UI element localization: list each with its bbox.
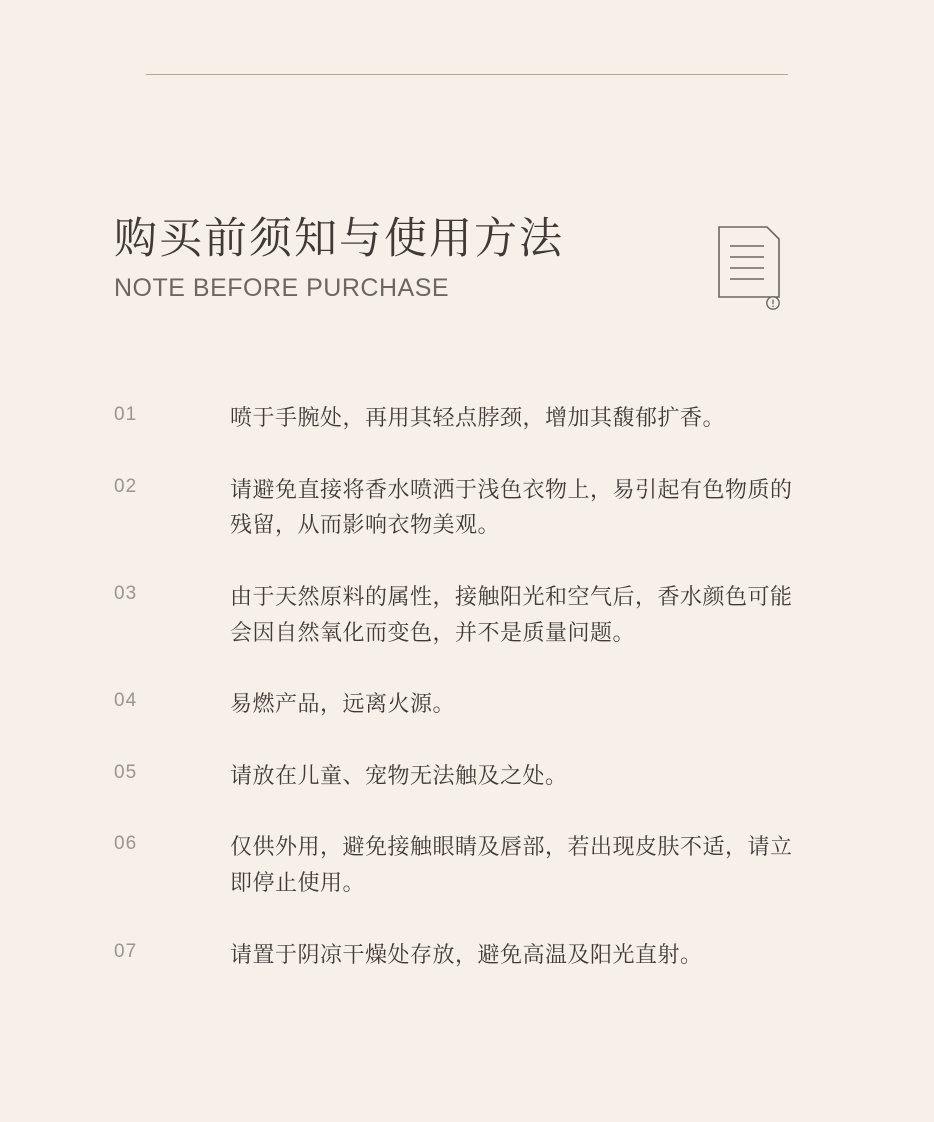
list-item <box>114 686 814 722</box>
list-item <box>114 472 814 543</box>
list-item <box>114 829 814 900</box>
list-item-number: 02 <box>114 475 138 497</box>
page-subtitle: NOTE BEFORE PURCHASE <box>114 273 450 302</box>
list-item-text: 请置于阴凉干燥处存放，避免高温及阳光直射。 <box>230 941 703 967</box>
top-divider <box>146 74 788 75</box>
list-item-text: 请避免直接将香水喷洒于浅色衣物上，易引起有色物质的残留，从而影响衣物美观。 <box>230 476 793 538</box>
list-item-text: 由于天然原料的属性，接触阳光和空气后，香水颜色可能会因自然氧化而变色，并不是质量问题。 <box>230 583 793 645</box>
list-item-text: 易燃产品，远离火源。 <box>230 691 456 717</box>
list-item <box>114 937 814 973</box>
list-item <box>114 758 814 794</box>
list-item-number: 04 <box>114 690 138 712</box>
page-header <box>114 214 814 303</box>
list-item-text: 仅供外用，避免接触眼睛及唇部，若出现皮肤不适，请立即停止使用。 <box>230 834 793 895</box>
list-item-number: 06 <box>114 833 138 855</box>
notes-list <box>114 400 814 1008</box>
list-item-number: 01 <box>114 404 138 425</box>
list-item <box>114 579 814 650</box>
list-item-text: 请放在儿童、宠物无法触及之处。 <box>230 762 568 788</box>
list-item-number: 03 <box>114 582 138 604</box>
list-item <box>114 400 814 436</box>
list-item-number: 05 <box>114 761 138 783</box>
page-title: 购买前须知与使用方法 <box>114 216 564 263</box>
list-item-number: 07 <box>114 940 138 962</box>
list-item-text: 喷于手腕处，再用其轻点脖颈，增加其馥郁扩香。 <box>230 405 726 430</box>
document-note-icon <box>718 226 780 310</box>
